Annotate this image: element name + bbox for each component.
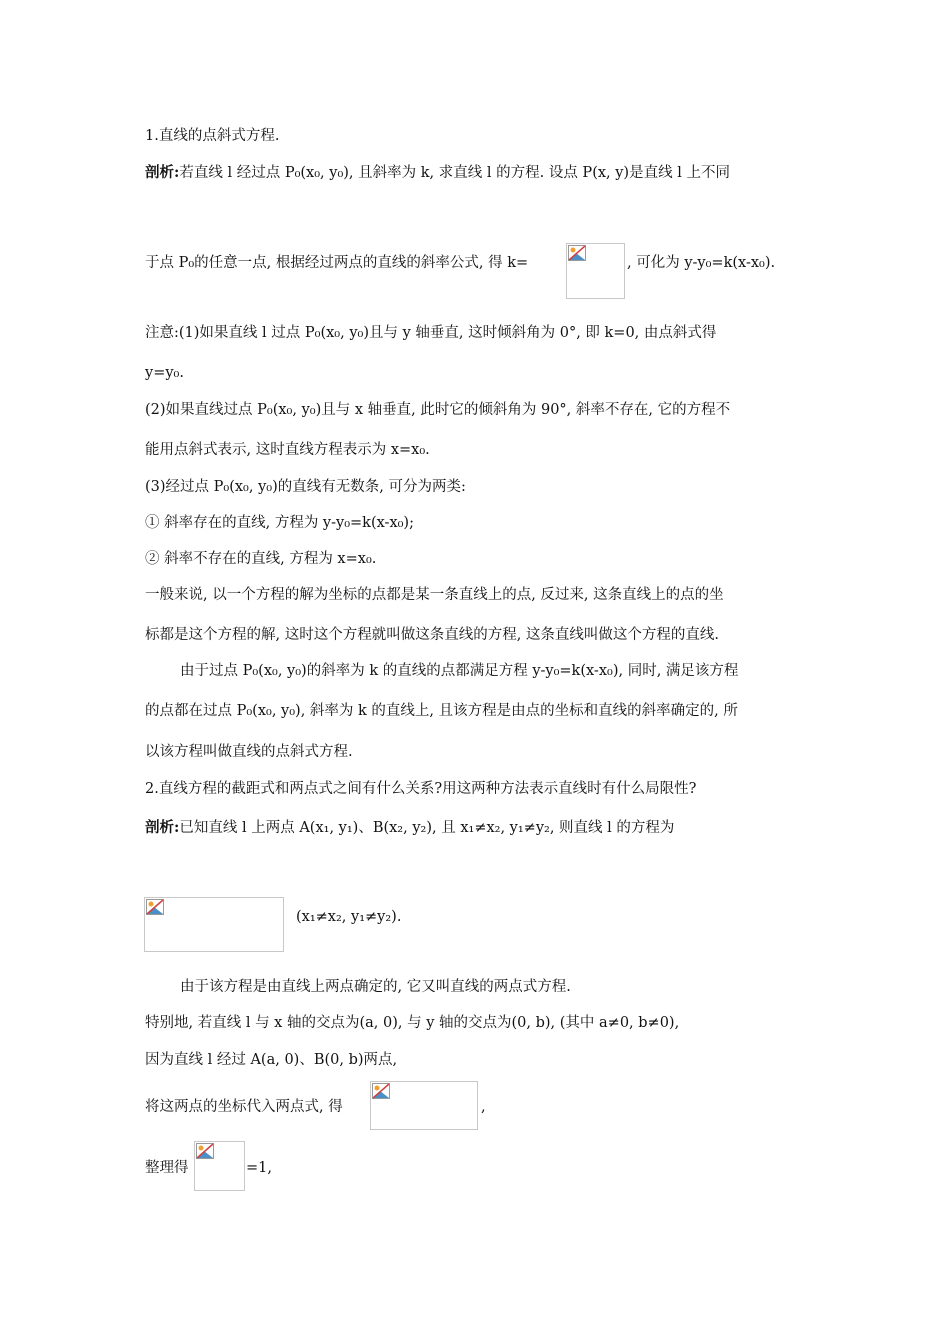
formula-image-substitute bbox=[370, 1081, 478, 1130]
text: 于点 P₀的任意一点, 根据经过两点的直线的斜率公式, 得 k= bbox=[145, 255, 529, 271]
note-1-end: y=y₀. bbox=[145, 365, 184, 381]
formula-image-slope bbox=[566, 243, 625, 299]
note-1: 注意:(1)如果直线 l 过点 P₀(x₀, y₀)且与 y 轴垂直, 这时倾斜角为 0°, 即 k=0, 由点斜式得 bbox=[145, 325, 717, 341]
equals-one: =1, bbox=[246, 1160, 272, 1176]
paragraph-analysis-1 bbox=[145, 163, 805, 183]
broken-image-icon bbox=[372, 1083, 390, 1099]
label-analysis: 剖析: bbox=[145, 819, 180, 836]
broken-image-icon bbox=[196, 1143, 214, 1159]
case-2: ② 斜率不存在的直线, 方程为 x=x₀. bbox=[145, 551, 377, 567]
explain-2: 的点都在过点 P₀(x₀, y₀), 斜率为 k 的直线上, 且该方程是由点的坐标和直线的斜率确定的, 所 bbox=[145, 703, 738, 719]
explain-1: 由于过点 P₀(x₀, y₀)的斜率为 k 的直线的点都满足方程 y-y₀=k(x-x₀), 同时, 满足该方程 bbox=[180, 663, 739, 679]
note-2: (2)如果直线过点 P₀(x₀, y₀)且与 x 轴垂直, 此时它的倾斜角为 90°, 斜率不存在, 它的方程不 bbox=[145, 402, 731, 418]
note-3: (3)经过点 P₀(x₀, y₀)的直线有无数条, 可分为两类: bbox=[145, 479, 466, 495]
heading-1: 1.直线的点斜式方程. bbox=[145, 128, 280, 144]
substitute-text: 将这两点的坐标代入两点式, 得 bbox=[145, 1099, 343, 1115]
text: 若直线 l 经过点 P₀(x₀, y₀), 且斜率为 k, 求直线 l 的方程. 设点 P(x, y)是直线 l 上不同 bbox=[179, 165, 730, 181]
two-point-explain: 由于该方程是由直线上两点确定的, 它又叫直线的两点式方程. bbox=[180, 979, 571, 995]
text-simplify: , 可化为 y-y₀=k(x-x₀). bbox=[627, 255, 776, 271]
intercept-2: 因为直线 l 经过 A(a, 0)、B(0, b)两点, bbox=[145, 1052, 398, 1068]
heading-2: 2.直线方程的截距式和两点式之间有什么关系?用这两种方法表示直线时有什么局限性? bbox=[145, 781, 697, 797]
condition-text: (x₁≠x₂, y₁≠y₂). bbox=[296, 909, 402, 925]
simplify-text: 整理得 bbox=[145, 1160, 189, 1176]
explain-3: 以该方程叫做直线的点斜式方程. bbox=[145, 744, 353, 760]
general-1: 一般来说, 以一个方程的解为坐标的点都是某一条直线上的点, 反过来, 这条直线上的点的坐 bbox=[145, 587, 724, 603]
text: 已知直线 l 上两点 A(x₁, y₁)、B(x₂, y₂), 且 x₁≠x₂, y₁≠y₂, 则直线 l 的方程为 bbox=[179, 820, 675, 836]
paragraph-analysis-2 bbox=[145, 818, 674, 838]
intercept-1: 特别地, 若直线 l 与 x 轴的交点为(a, 0), 与 y 轴的交点为(0, b), (其中 a≠0, b≠0), bbox=[145, 1015, 680, 1031]
broken-image-icon bbox=[568, 245, 586, 261]
formula-image-two-point bbox=[144, 897, 284, 952]
formula-image-intercept bbox=[194, 1141, 245, 1191]
label-analysis: 剖析: bbox=[145, 164, 180, 181]
note-2-end: 能用点斜式表示, 这时直线方程表示为 x=x₀. bbox=[145, 442, 430, 458]
comma: , bbox=[481, 1099, 486, 1115]
paragraph-slope-formula bbox=[145, 253, 528, 273]
broken-image-icon bbox=[146, 899, 164, 915]
case-1: ① 斜率存在的直线, 方程为 y-y₀=k(x-x₀); bbox=[145, 515, 414, 531]
general-2: 标都是这个方程的解, 这时这个方程就叫做这条直线的方程, 这条直线叫做这个方程的直线. bbox=[145, 627, 720, 643]
